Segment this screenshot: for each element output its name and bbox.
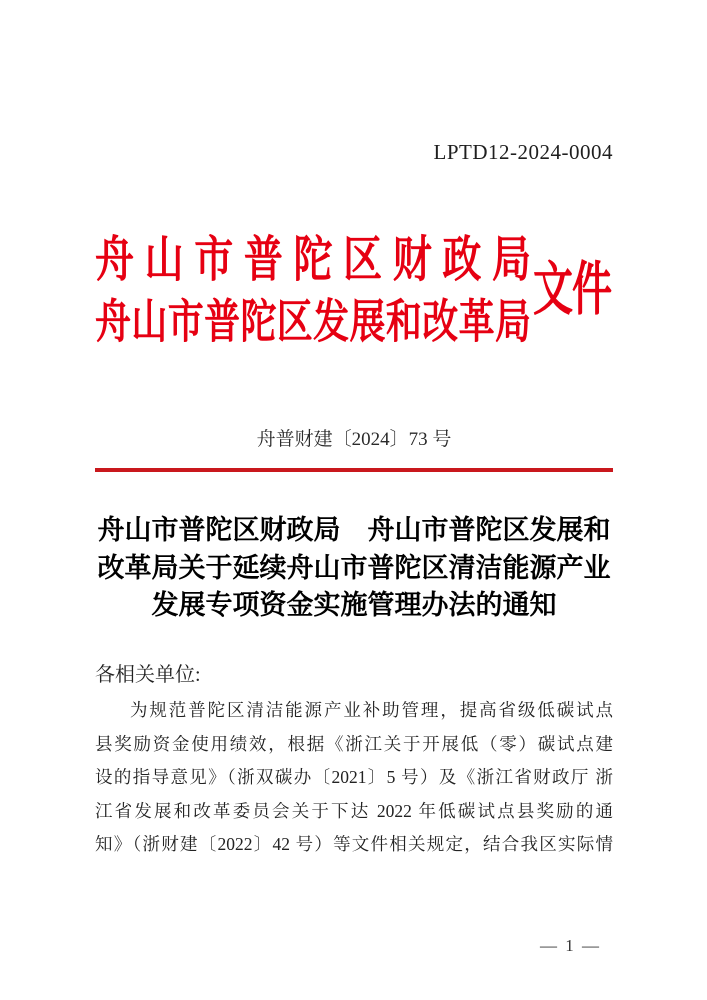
doc-reference-number: LPTD12-2024-0004 bbox=[433, 140, 613, 164]
title-line-1: 舟山市普陀区财政局 舟山市普陀区发展和 bbox=[97, 515, 611, 545]
doc-number: 舟普财建〔2024〕73 号 bbox=[256, 429, 452, 450]
body-line: 知》（浙财建〔2022〕42 号）等文件相关规定，结合我区实际情 bbox=[95, 834, 613, 854]
document-title bbox=[95, 512, 613, 625]
red-divider-line bbox=[95, 468, 613, 472]
page-number: — 1 — bbox=[540, 936, 601, 955]
body-paragraph bbox=[95, 694, 613, 862]
org-name-finance-bureau: 舟 山 市 普 陀 区 财 政 局 bbox=[95, 233, 531, 288]
letterhead-document-word: 文件 bbox=[533, 256, 611, 322]
salutation: 各相关单位: bbox=[95, 664, 201, 686]
org-name-development-reform-bureau: 舟山市普陀区发展和改革局 bbox=[95, 296, 531, 348]
body-line: 县奖励资金使用绩效，根据《浙江关于开展低（零）碳试点建 bbox=[95, 733, 613, 754]
body-line: 设的指导意见》（浙双碳办〔2021〕5 号）及《浙江省财政厅 浙 bbox=[95, 767, 613, 787]
body-line: 江省发展和改革委员会关于下达 2022 年低碳试点县奖励的通 bbox=[95, 800, 613, 821]
red-letterhead bbox=[95, 226, 613, 354]
title-line-3: 发展专项资金实施管理办法的通知 bbox=[151, 590, 557, 620]
issuing-organizations bbox=[95, 229, 531, 351]
title-line-2: 改革局关于延续舟山市普陀区清洁能源产业 bbox=[97, 552, 611, 583]
body-line: 为规范普陀区清洁能源产业补助管理，提高省级低碳试点 bbox=[130, 700, 613, 720]
